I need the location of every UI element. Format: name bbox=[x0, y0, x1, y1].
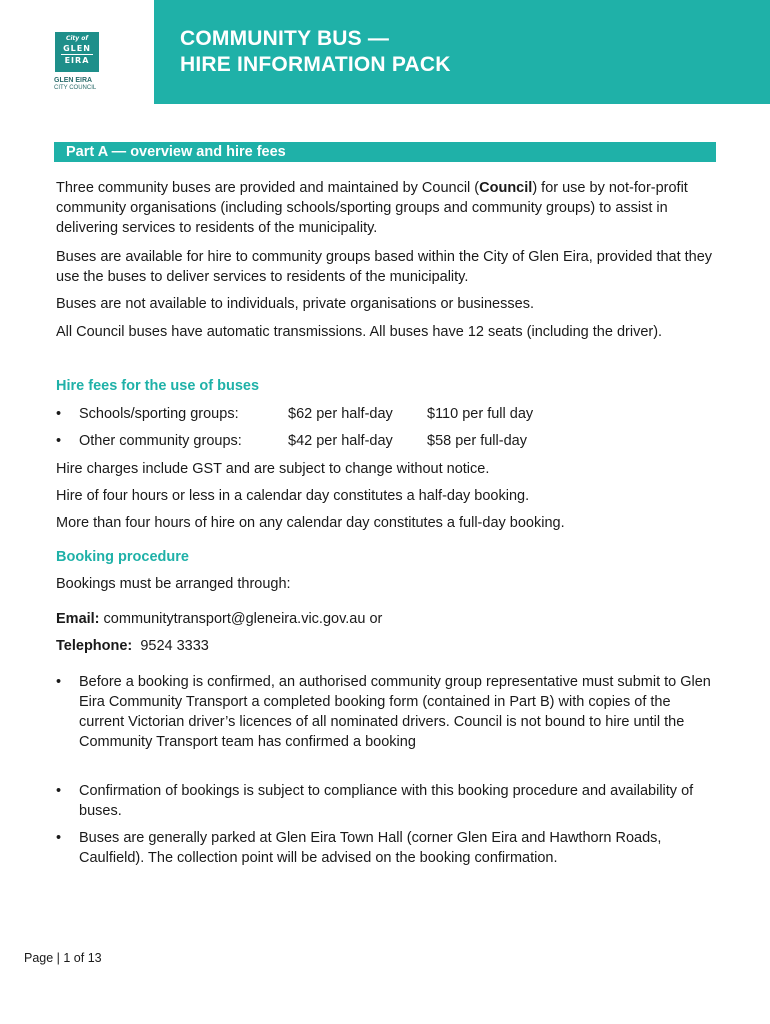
intro-paragraph-2: Buses are available for hire to community groups based within the City of Glen Eira, provided that they use the buses to deliver services to residents of the municipality. bbox=[56, 249, 713, 285]
page-header bbox=[0, 0, 770, 104]
page-number: Page | 1 of 13 bbox=[24, 951, 102, 965]
logo-line2: GLEN bbox=[63, 44, 91, 53]
booking-email bbox=[56, 609, 716, 629]
bullet-text: Before a booking is confirmed, an authorised community group representative must submit to Glen Eira Community Transport a completed booking form (contained in Part B) with copies of the current Victorian driver’s licences of all nominated drivers. Council is not bound to hire until the Community Transport team has confirmed a booking bbox=[79, 674, 711, 750]
fee-full-day: $58 per full-day bbox=[427, 433, 527, 449]
intro-paragraph-3: Buses are not available to individuals, private organisations or businesses. bbox=[56, 296, 534, 312]
booking-bullet-3 bbox=[56, 828, 716, 868]
telephone-number: 9524 3333 bbox=[140, 638, 209, 654]
logo-subtitle: CITY COUNCIL bbox=[54, 85, 97, 91]
booking-bullet-2 bbox=[56, 781, 716, 821]
email-link[interactable]: communitytransport@gleneira.vic.gov.au or bbox=[103, 611, 383, 627]
bullet-marker: • bbox=[56, 783, 62, 799]
bullet-marker: • bbox=[56, 830, 62, 846]
document-title bbox=[180, 26, 451, 78]
booking-bullet-1 bbox=[56, 672, 716, 772]
fee-half-day: $62 per half-day bbox=[288, 406, 393, 422]
fee-bullet: • bbox=[56, 433, 62, 449]
fee-bullet: • bbox=[56, 406, 62, 422]
council-logo bbox=[48, 28, 148, 98]
fees-note-2: Hire of four hours or less in a calendar day constitutes a half-day booking. bbox=[56, 488, 530, 504]
title-line1: COMMUNITY BUS — bbox=[180, 27, 390, 50]
fees-heading: Hire fees for the use of buses bbox=[56, 378, 260, 394]
intro-p1-start: Three community buses are provided and maintained by Council ( bbox=[56, 180, 480, 196]
title-line2: HIRE INFORMATION PACK bbox=[180, 53, 451, 76]
logo-line3: EIRA bbox=[64, 56, 90, 65]
intro-paragraph-4: All Council buses have automatic transmissions. All buses have 12 seats (including the driver). bbox=[56, 324, 663, 340]
booking-intro: Bookings must be arranged through: bbox=[56, 576, 291, 592]
section-heading-part-a: Part A — overview and hire fees bbox=[54, 142, 716, 162]
bullet-marker: • bbox=[56, 674, 62, 690]
bullet-text: Buses are generally parked at Glen Eira Town Hall (corner Glen Eira and Hawthorn Roads, Caulfield). The collection point will be advised on the booking confirmation. bbox=[79, 830, 662, 866]
intro-p1-bold: Council bbox=[479, 180, 533, 196]
title-banner bbox=[154, 0, 770, 104]
intro-p1-end: ) for use by not-for-profit community organisations (including schools/sporting groups and community groups) to assist in delivering services to residents of the municipality. bbox=[56, 180, 688, 236]
telephone-label: Telephone: bbox=[56, 638, 133, 654]
booking-heading: Booking procedure bbox=[56, 549, 189, 565]
fee-row-schools bbox=[56, 404, 716, 424]
booking-telephone bbox=[56, 636, 716, 656]
logo-line1: City of bbox=[65, 35, 89, 42]
fees-note-3: More than four hours of hire on any calendar day constitutes a full-day booking. bbox=[56, 515, 565, 531]
bullet-text: Confirmation of bookings is subject to compliance with this booking procedure and availability of buses. bbox=[79, 783, 694, 819]
fee-group: Schools/sporting groups: bbox=[79, 406, 239, 422]
fee-full-day: $110 per full day bbox=[427, 406, 534, 422]
fee-group: Other community groups: bbox=[79, 433, 242, 449]
fees-note-1: Hire charges include GST and are subject to change without notice. bbox=[56, 461, 490, 477]
logo-emblem bbox=[55, 32, 99, 72]
intro-paragraph-1 bbox=[56, 178, 716, 238]
fee-row-community bbox=[56, 431, 716, 451]
email-label: Email: bbox=[56, 611, 100, 627]
fee-half-day: $42 per half-day bbox=[288, 433, 393, 449]
logo-name: GLEN EIRA bbox=[54, 77, 93, 84]
